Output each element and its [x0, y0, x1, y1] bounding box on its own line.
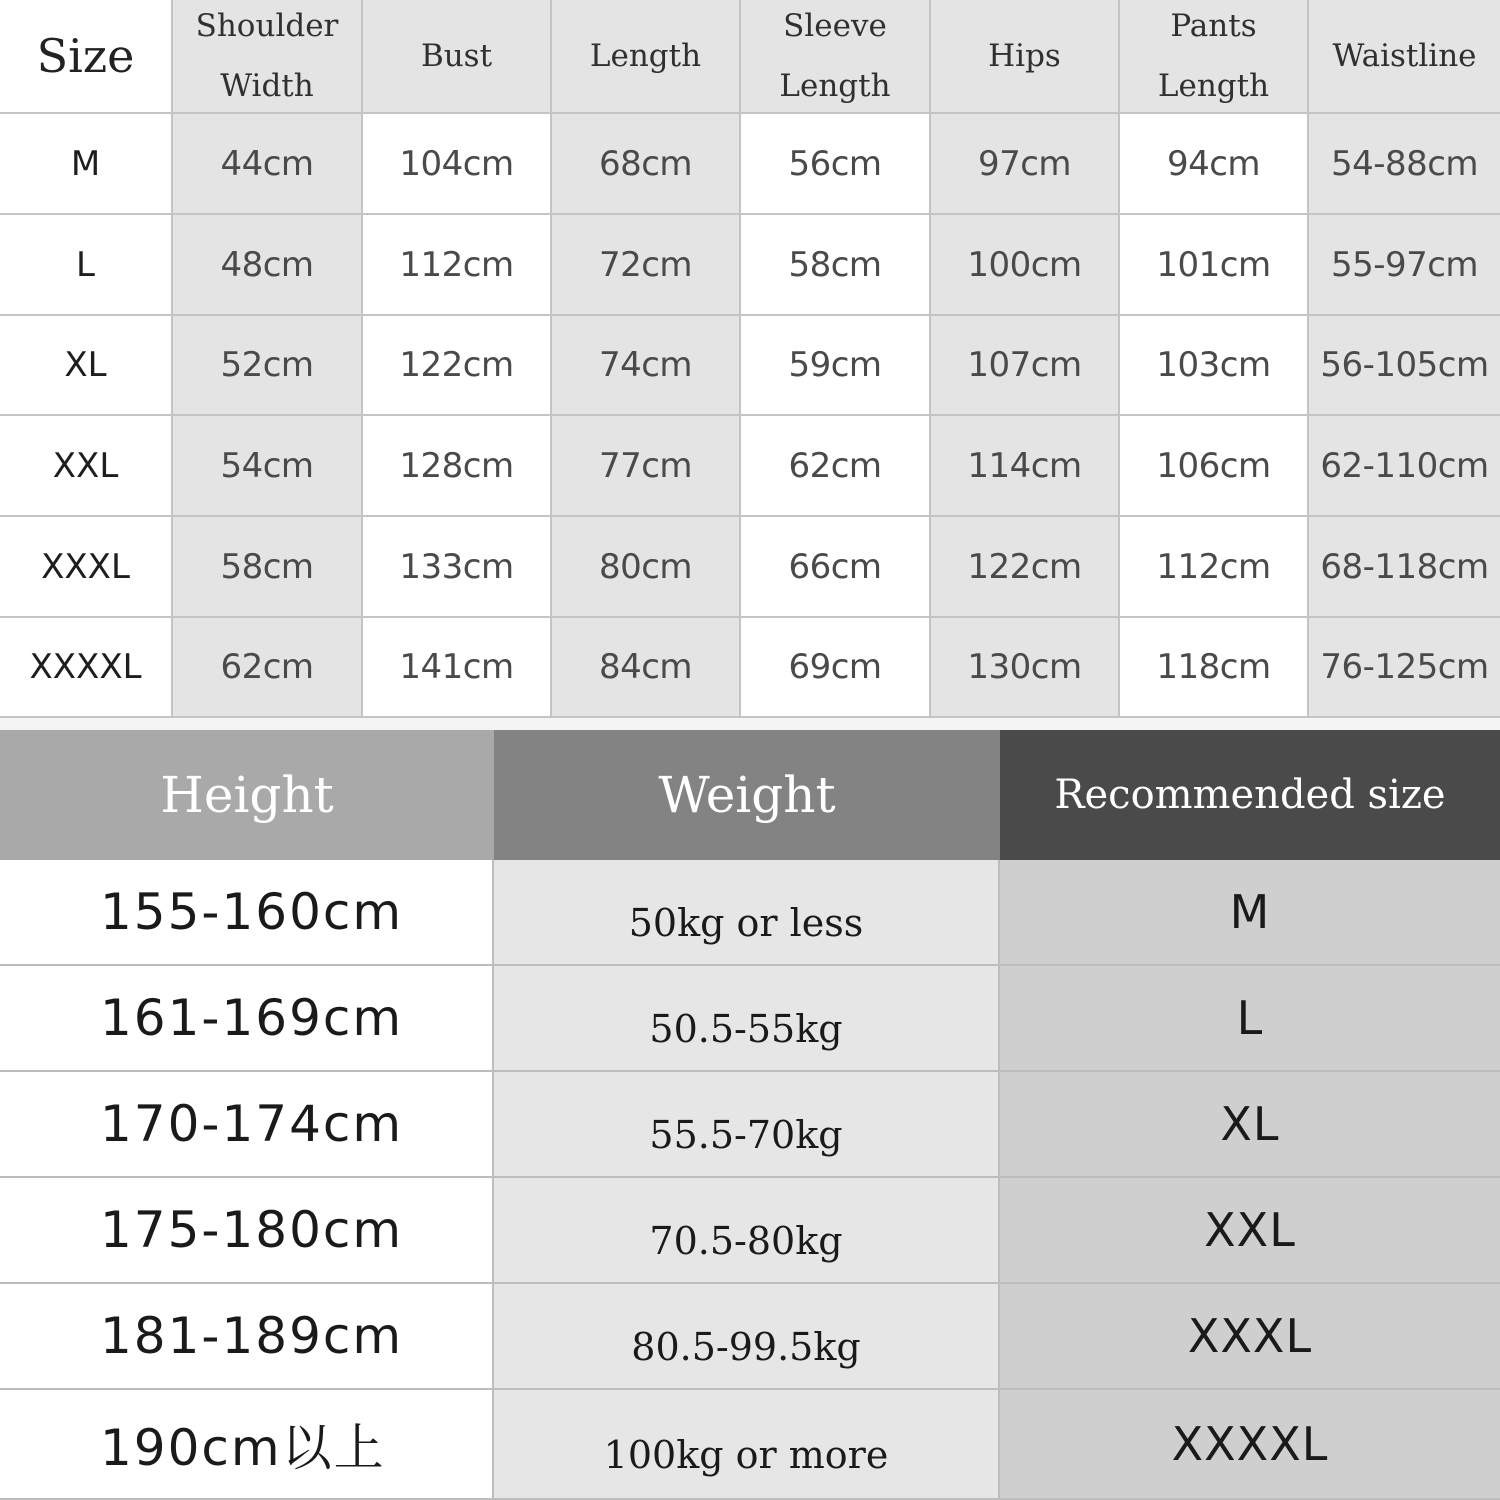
measurement-cell [1120, 316, 1309, 416]
size-measurement-table [0, 0, 1500, 718]
measurement-cell [363, 316, 552, 416]
measurement-cell [931, 618, 1120, 718]
measurement-cell [1309, 114, 1500, 215]
measurement-cell [1309, 416, 1500, 517]
weight-range-cell [494, 966, 1000, 1072]
column-header-label: Waistline [1332, 38, 1477, 74]
measurement-value: 68cm [598, 143, 693, 184]
measurement-value: 122cm [399, 345, 514, 385]
size-label: XXL [52, 445, 119, 486]
recommended-size-cell [1000, 1178, 1500, 1284]
measurement-cell [741, 517, 931, 618]
weight-range: 80.5-99.5kg [631, 1325, 861, 1369]
recommended-size: XXL [1204, 1203, 1296, 1257]
recommended-size: XXXL [1187, 1309, 1313, 1363]
measurement-value: 59cm [788, 345, 882, 385]
size-label: XXXL [41, 546, 130, 587]
height-range-cell [0, 1284, 494, 1390]
recommended-size-cell [1000, 1390, 1500, 1500]
measurement-value: 72cm [598, 244, 693, 285]
measurement-value: 55-97cm [1330, 244, 1479, 285]
recommended-size-cell [1000, 966, 1500, 1072]
size-label: XXXXL [29, 647, 142, 687]
weight-range-cell [494, 860, 1000, 966]
weight-range: 70.5-80kg [649, 1219, 843, 1263]
measurement-cell [931, 215, 1120, 316]
measurement-value: 133cm [399, 546, 514, 587]
measurement-value: 58cm [220, 546, 314, 587]
height-range: 181-189cm [100, 1307, 404, 1365]
height-range: 190cm以上 [100, 1419, 386, 1477]
measurement-cell [931, 316, 1120, 416]
size-label: M [70, 143, 101, 184]
height-range-cell [0, 1390, 494, 1500]
size-label-cell [0, 618, 173, 718]
height-range-cell [0, 966, 494, 1072]
measurement-value: 80cm [598, 546, 693, 587]
recommended-size-cell [1000, 860, 1500, 966]
measurement-cell [1120, 517, 1309, 618]
measurement-cell [931, 517, 1120, 618]
weight-range: 100kg or more [603, 1433, 889, 1477]
measurement-cell [1309, 316, 1500, 416]
measurement-value: 103cm [1156, 345, 1271, 385]
measurement-value: 122cm [967, 546, 1082, 587]
column-header-label: Length [589, 38, 702, 74]
measurement-cell [363, 517, 552, 618]
measurement-cell [741, 114, 931, 215]
column-header-label: Shoulder Width [195, 8, 339, 104]
weight-range: 50.5-55kg [649, 1007, 843, 1051]
weight-range-cell [494, 1072, 1000, 1178]
measurement-value: 112cm [399, 244, 514, 285]
measurement-value: 114cm [967, 445, 1082, 486]
measurement-value: 69cm [788, 647, 882, 687]
recommended-size-cell [1000, 1284, 1500, 1390]
measurement-cell [931, 114, 1120, 215]
measurement-cell [931, 416, 1120, 517]
column-header-label: Size [36, 29, 135, 83]
measurement-value: 48cm [220, 244, 314, 285]
measurement-cell [363, 114, 552, 215]
size-label: L [76, 244, 95, 285]
header-sleeve-length [741, 0, 931, 114]
weight-range: 50kg or less [628, 901, 864, 945]
measurement-value: 54cm [220, 445, 314, 486]
size-recommendation-table [0, 730, 1500, 1500]
header-bust [363, 0, 552, 114]
size-label-cell [0, 416, 173, 517]
measurement-value: 118cm [1156, 647, 1271, 687]
measurement-value: 97cm [977, 143, 1072, 184]
measurement-value: 104cm [399, 143, 514, 184]
weight-range-cell [494, 1178, 1000, 1284]
size-label-cell [0, 114, 173, 215]
measurement-cell [173, 517, 363, 618]
recommended-size-cell [1000, 1072, 1500, 1178]
measurement-value: 62cm [220, 647, 314, 687]
height-range: 155-160cm [100, 883, 404, 941]
measurement-cell [1120, 618, 1309, 718]
measurement-value: 130cm [967, 647, 1082, 687]
measurement-cell [741, 215, 931, 316]
size-label: XL [64, 345, 107, 385]
weight-range: 55.5-70kg [649, 1113, 843, 1157]
measurement-cell [552, 618, 741, 718]
size-label-cell [0, 517, 173, 618]
measurement-cell [363, 215, 552, 316]
measurement-value: 141cm [399, 647, 514, 687]
recommended-size: XL [1220, 1097, 1280, 1151]
measurement-cell [741, 316, 931, 416]
measurement-cell [363, 618, 552, 718]
measurement-cell [552, 416, 741, 517]
measurement-value: 112cm [1156, 546, 1271, 587]
measurement-value: 44cm [220, 143, 314, 184]
measurement-cell [552, 114, 741, 215]
height-range: 170-174cm [100, 1095, 404, 1153]
measurement-cell [552, 215, 741, 316]
measurement-value: 52cm [220, 345, 314, 385]
header-hips [931, 0, 1120, 114]
column-header-label: Sleeve Length [779, 8, 891, 104]
measurement-value: 68-118cm [1320, 546, 1489, 587]
recommended-size: L [1236, 991, 1264, 1045]
header-weight [494, 730, 1000, 860]
column-header-label: Bust [420, 38, 493, 74]
weight-range-cell [494, 1284, 1000, 1390]
header-recommended-size [1000, 730, 1500, 860]
measurement-cell [1120, 215, 1309, 316]
measurement-value: 62cm [788, 445, 882, 486]
height-range-cell [0, 1178, 494, 1284]
measurement-value: 128cm [399, 445, 514, 486]
header-waistline [1309, 0, 1500, 114]
measurement-cell [173, 114, 363, 215]
measurement-value: 107cm [967, 345, 1082, 385]
recommended-size: M [1229, 885, 1271, 939]
measurement-value: 77cm [598, 445, 693, 486]
measurement-value: 100cm [967, 244, 1082, 285]
measurement-value: 62-110cm [1320, 445, 1489, 486]
measurement-cell [173, 215, 363, 316]
measurement-cell [1120, 416, 1309, 517]
column-header-label: Pants Length [1157, 8, 1270, 104]
height-range-cell [0, 860, 494, 966]
measurement-cell [1309, 618, 1500, 718]
header-size [0, 0, 173, 114]
measurement-cell [741, 618, 931, 718]
measurement-cell [1120, 114, 1309, 215]
measurement-value: 54-88cm [1330, 143, 1479, 184]
header-shoulder-width [173, 0, 363, 114]
column-header-label: Weight [658, 766, 836, 824]
measurement-cell [552, 316, 741, 416]
header-pants-length [1120, 0, 1309, 114]
height-range: 175-180cm [100, 1201, 404, 1259]
size-label-cell [0, 316, 173, 416]
measurement-value: 56-105cm [1320, 345, 1489, 385]
height-range-cell [0, 1072, 494, 1178]
weight-range-cell [494, 1390, 1000, 1500]
measurement-value: 106cm [1156, 445, 1271, 486]
height-range: 161-169cm [100, 989, 404, 1047]
measurement-cell [552, 517, 741, 618]
measurement-cell [173, 316, 363, 416]
table-divider [0, 718, 1500, 730]
column-header-label: Height [160, 766, 334, 824]
size-label-cell [0, 215, 173, 316]
header-length [552, 0, 741, 114]
measurement-value: 58cm [788, 244, 882, 285]
recommended-size: XXXXL [1171, 1417, 1329, 1471]
measurement-cell [741, 416, 931, 517]
measurement-value: 101cm [1156, 244, 1271, 285]
measurement-value: 74cm [598, 345, 693, 385]
header-height [0, 730, 494, 860]
measurement-value: 66cm [788, 546, 882, 587]
measurement-cell [1309, 215, 1500, 316]
measurement-value: 94cm [1166, 143, 1261, 184]
measurement-cell [1309, 517, 1500, 618]
measurement-value: 56cm [788, 143, 882, 184]
measurement-value: 84cm [598, 647, 693, 687]
column-header-label: Hips [988, 38, 1061, 74]
column-header-label: Recommended size [1054, 772, 1446, 818]
measurement-cell [173, 618, 363, 718]
measurement-cell [363, 416, 552, 517]
measurement-value: 76-125cm [1320, 647, 1489, 687]
measurement-cell [173, 416, 363, 517]
